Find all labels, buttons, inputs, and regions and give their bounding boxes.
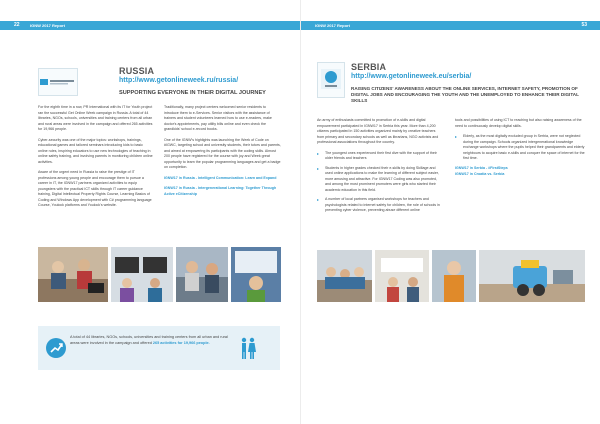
left-column-text xyxy=(38,105,153,214)
photo-students xyxy=(176,247,228,302)
report-link[interactable]: IGNW17 in Russia - Intelligent Communication: Learn and Expand xyxy=(164,175,277,180)
report-link[interactable]: IGNW17 in Russia - Intergenerational Learning: Together Through Active eCitizenship xyxy=(164,186,277,196)
bullet-item: ▸ The youngest ones experienced their first dive with the support of their older friends and teachers xyxy=(317,151,442,162)
photo-robot xyxy=(479,250,585,302)
stats-icon xyxy=(46,338,66,358)
paragraph: One of the IGNW's highlights was launching the Week of Code on #IGWC, targeting school and university students, their tutors and parents, and aimed at empowering its participants with the coding skills. Almost 200 people have registered for the course with joy and Week great opportunity to learn the popular programming languages and get a badge on completion. xyxy=(164,137,281,169)
section-headline: RAISING CITIZENS' AWARENESS ABOUT THE ONLINE SERVICES, INTERNET SAFETY, PROMOTION OF DIGITAL JOBS AND ENCOURAGING THE YOUTH AND THE UNEMPLOYED TO ENHANCE THEIR DIGITAL SKILLS xyxy=(351,86,579,104)
right-page xyxy=(300,0,600,424)
country-name: RUSSIA xyxy=(119,66,155,76)
header-bar xyxy=(0,21,300,30)
country-logo xyxy=(317,62,345,98)
country-url[interactable]: http://www.getonlineweek.eu/serbia/ xyxy=(351,73,472,80)
country-logo xyxy=(38,68,78,96)
paragraph: Cyber-security was one of the major topics: workshops, trainings, educational games and tailored seminars introducing kids to basic online rules, inspiring educators to use new technologies of teaching in online safety training, and involving parents in monitoring children online activities. xyxy=(38,137,153,164)
bullet-item: ▸ Elderly, as the most digitally excluded group in Serbia, were not neglected during the campaign. Schools organized intergenerational knowledge exchange workshops where the pupils helped their grandparents and elderly neighbours to acquire basic e-skills and conquer the space of internet for the first time. xyxy=(455,134,585,162)
stats-text-bold: 265 activities for 19,966 people. xyxy=(152,340,210,345)
bullet-item: ▸ A number of local partners organised workshops for teachers and psychologists related to internet safety for children, the role of schools in preventing cyber violence, preventing abuse different online xyxy=(317,197,442,214)
stats-text xyxy=(70,335,228,346)
photo-classroom xyxy=(38,247,108,302)
page-number: 22 xyxy=(14,22,20,28)
paragraph: Aware of the urgent need in Russia to raise the prestige of IT professions among young people and encourage them to pursue a career in IT, the IGNW17 partners organized activities to equip youngsters with the practical ICT skills through IT career guidance training, Digital Intellectual Property Rights Course, Learning Basics of Coding and Windows App development with C# programming language Course, Youlock platforms and Youlock's website. xyxy=(38,170,152,207)
photo-presentation xyxy=(231,247,281,302)
stats-callout xyxy=(38,326,280,370)
bullet-item: ▸ Students in higher grades checked their e-skills by doing Skillage and used online applications to make the learning of different subject easier, more amusing and attractive. For IGNW17 Coding was also promoted, and among the most prominent promoters were girls who started their academic education in this field. xyxy=(317,166,442,194)
paragraph: Traditionally, many project centers welcomed senior residents to introduce them to e-Services. Senior visitors with the assistance of trainers and student volunteers learned how to use e-readers, make doctor's appointments, pay utility bills online and even check the grandkids' school e-record books. xyxy=(164,105,272,131)
country-url[interactable]: http://www.getonlineweek.ru/russia/ xyxy=(119,77,239,84)
paragraph: For the eighth time in a row, PR International with its IT for Youth project ran the successful Get Online Week campaign in Russia. A total of 44 libraries, NGOs, schools, universities and training centers from all urban and rural areas were involved in the campaign and offered 265 activities for 19,966 people. xyxy=(38,105,153,131)
header-bar xyxy=(301,21,600,30)
photo-kids xyxy=(432,250,476,302)
left-column-text xyxy=(317,118,442,218)
photo-workshop xyxy=(375,250,429,302)
right-column-text xyxy=(164,105,281,202)
report-title: IGNW 2017 Report xyxy=(315,23,350,28)
page-number: 53 xyxy=(581,22,587,28)
paragraph: An army of enthusiasts committed to promotion of e-skills and digital empowerment participated in IGNW17 in Serbia this year. More than 4,200 citizens participated in 150 activities organized mainly by creative teachers from primary and secondary schools as well as librarians, NGO activists and professional associations throughout the country. xyxy=(317,118,439,144)
photo-computers xyxy=(111,247,173,302)
stats-text-main: A total of 44 libraries, NGOs, schools, universities and training centers from all urban and rural areas were involved in the campaign and offered xyxy=(70,335,228,345)
country-name: SERBIA xyxy=(351,62,387,72)
right-column-text xyxy=(455,118,585,183)
report-title: IGNW 2017 Report xyxy=(30,23,65,28)
paragraph: tools and possibilities of using ICT to reaching but also raising awareness of the need to continuously develop digital skills. xyxy=(455,118,582,128)
report-link[interactable]: IGNW17 in Serbia - #FirstSteps xyxy=(455,165,508,170)
people-icon xyxy=(238,336,258,360)
report-link[interactable]: IGNW17 in Croatia vs. Serbia xyxy=(455,172,505,176)
photo-classroom xyxy=(317,250,372,302)
section-headline: SUPPORTING EVERYONE IN THEIR DIGITAL JOURNEY xyxy=(119,90,266,96)
